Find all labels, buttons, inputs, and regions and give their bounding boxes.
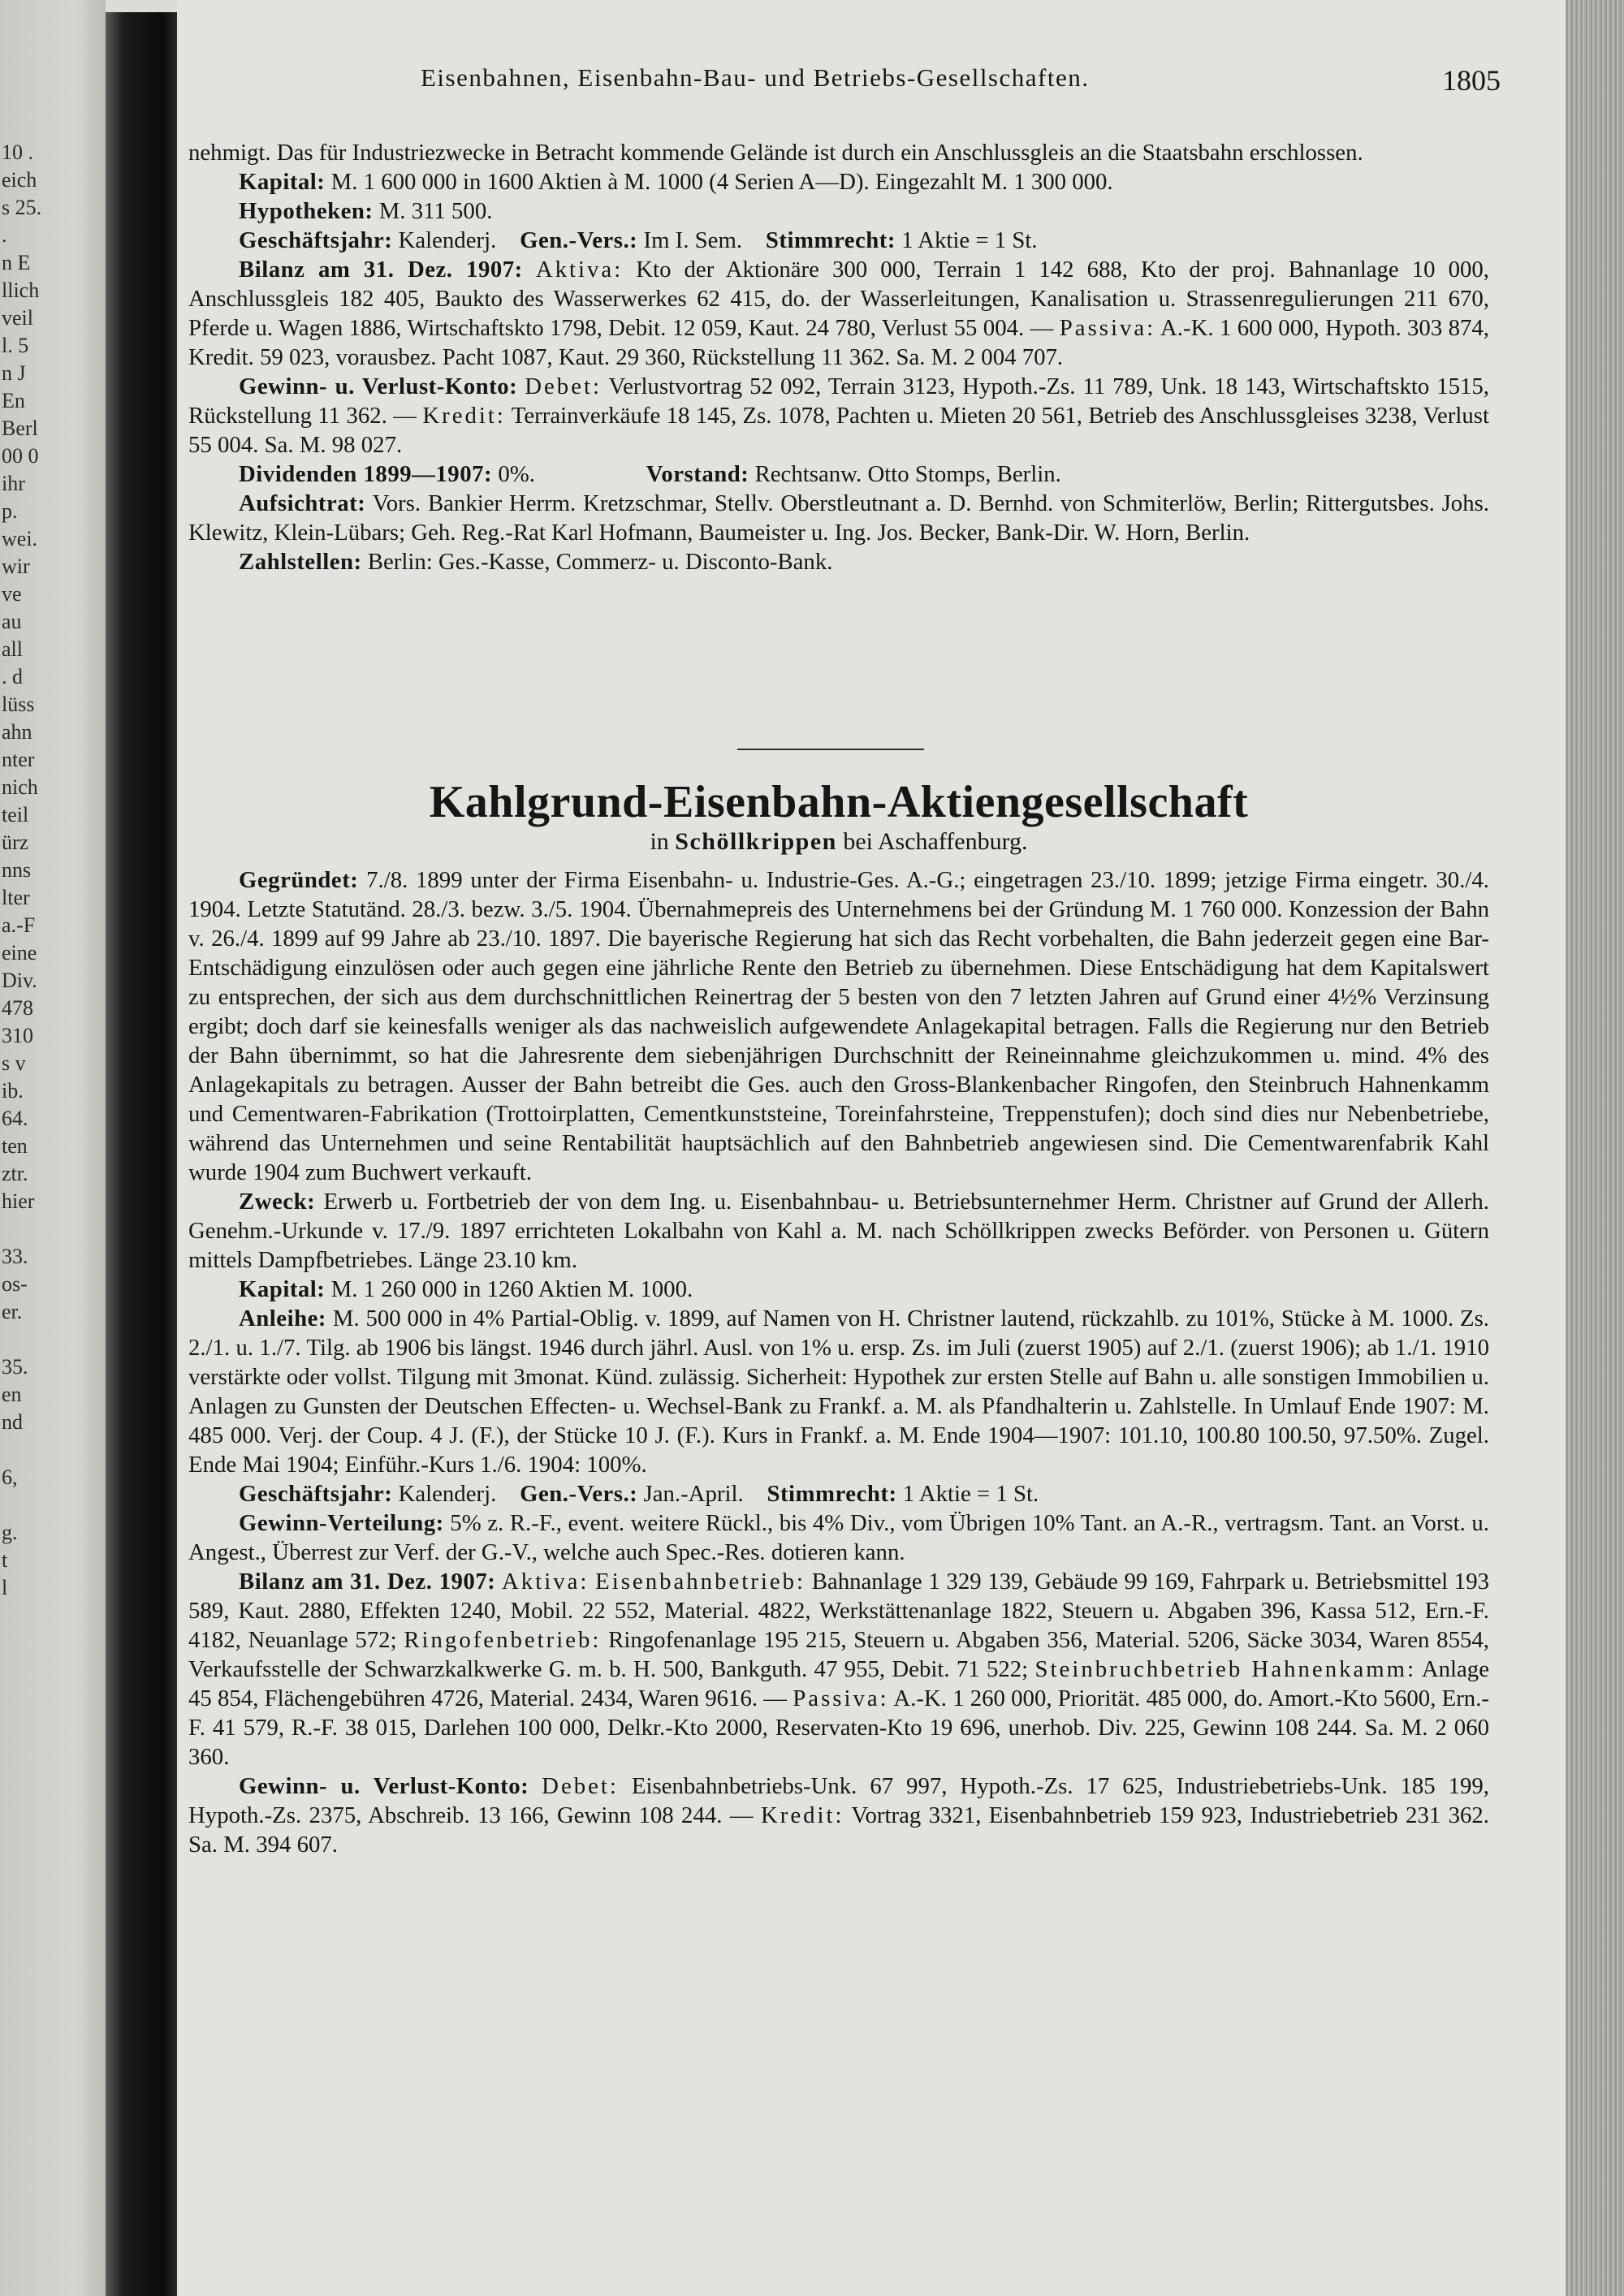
book-spine [106,12,177,2296]
bilanz-label: Bilanz am 31. Dez. 1907: [239,257,523,283]
gv-konto-kredit: Terrainverkäufe 18 145, Zs. 1078, Pachten u. Mieten 20 561, Betrieb des Anschlussgleises 3238, Verlust 55 004. Sa. M. 98 027. [188,403,1489,458]
left-page-line: a.-F [2,913,36,937]
hypotheken-text: M. 311 500. [378,198,493,224]
left-page-line: 10 . [2,140,33,164]
bilanz-entry [188,1567,1489,1772]
eisenbahnbetrieb-word: Eisenbahnbetrieb: [595,1569,806,1595]
gv-label: Gen.-Vers.: [520,1481,638,1507]
gewinnvert-label: Gewinn-Verteilung: [239,1510,444,1536]
left-page-line: lter [2,886,30,909]
left-page-line: n E [2,251,31,274]
kapital-text: M. 1 600 000 in 1600 Aktien à M. 1000 (4 Serien A—D). Eingezahlt M. 1 300 000. [330,169,1113,195]
geschaeftsjahr-entry [188,226,1489,255]
aufsichtrat-text: Vors. Bankier Herrm. Kretzschmar, Stellv. Oberstleutnant a. D. Bernhd. von Schmiterlöw, Berlin; Rittergutsbes. Johs. Klewitz, Klein-Lübars; Geh. Reg.-Rat Karl Hofmann, Baumeister u. Ing. Jos. Becker, Bank-Dir. W. Horn, Berlin. [188,490,1489,546]
anleihe-label: Anleihe: [239,1306,326,1331]
left-page-line: n J [2,361,26,385]
aktiva-word: Aktiva: [535,257,624,283]
dividenden-label: Dividenden 1899—1907: [239,461,493,487]
running-title: Eisenbahnen, Eisenbahn-Bau- und Betriebs-Gesellschaften. [421,63,1090,92]
bilanz-entry [188,255,1489,372]
left-page-line: ten [2,1134,28,1158]
left-page-line: t [2,1548,8,1572]
section-previous-company [188,138,1489,576]
gv-text: Im I. Sem. [643,227,743,253]
left-page-line: En [2,389,25,412]
left-page-line: au [2,610,22,633]
subtitle-pre: in [650,828,669,855]
left-page-line: l. 5 [2,334,29,357]
gj-text: Kalenderj. [398,1481,497,1507]
aufsichtrat-entry [188,489,1489,547]
zweck-entry [188,1187,1489,1275]
left-page-line: 33. [2,1245,28,1268]
left-page-line: ahn [2,720,32,744]
left-page-line: nter [2,748,35,771]
stimmrecht-label: Stimmrecht: [767,1481,897,1507]
left-page-line: os- [2,1272,28,1296]
aktiva-word: Aktiva: [502,1569,590,1595]
left-page-line: wei. [2,527,38,550]
gewinn-verlust-entry [188,1772,1489,1859]
zahlstellen-entry [188,547,1489,576]
bilanz-rb-text: Ringofenanlage 195 215, Steuern u. Abgaben 356, Material. 5206, Säcke 3034, Waren 8554, Verkaufsstelle der Schwarzkalkwerke G. m. b. H. 500, Bankguth. 47 955, Debit. 71 522; [188,1627,1489,1682]
left-page-fragment [0,0,106,2296]
page [177,0,1566,2296]
zweck-text: Erwerb u. Fortbetrieb der von dem Ing. u. Eisenbahnbau- u. Betriebsunternehmer Herm. Christner auf Grund der Allerh. Genehm.-Urkunde v. 17./9. 1897 errichteten Lokalbahn von Kahl a. M. nach Schöllkrippen zwecks Beförder. von Personen u. Gütern mittels Dampfbetriebes. Länge 23.10 km. [188,1189,1490,1273]
left-page-line: . [2,223,7,247]
hypotheken-entry [188,196,1489,226]
left-page-line: ürz [2,831,29,854]
vorstand-label: Vorstand: [646,461,749,487]
geschaeftsjahr-entry [188,1479,1489,1508]
vorstand-text: Rechtsanw. Otto Stomps, Berlin. [754,461,1061,487]
debet-word: Debet: [542,1773,619,1799]
passiva-word: Passiva: [1059,315,1156,341]
gegruendet-text: 7./8. 1899 unter der Firma Eisenbahn- u. Industrie-Ges. A.-G.; eingetragen 23./10. 1899; jetzige Firma eingetr. 30./4. 1904. Letzte Statutänd. 28./3. bezw. 3./5. 1904. Übernahmepreis des Unternehmens bei der Gründung M. 1 760 000. Konzession der Bahn v. 26./4. 1899 auf 99 Jahre ab 23./10. 1897. Die bayerische Regierung hat sich das Recht vorbehalten, die Bahn jederzeit gegen eine Bar-Entschädigung einzulösen oder auch gegen eine jährliche Rente den Betrieb zu übernehmen. Diese Entschädigung hat dem Kapitalswert zu entsprechen, der sich aus dem durchschnittlichen Reinertrag der 5 besten von den 7 letzten Jahren auf Grund einer 4½% Verzinsung ergibt; doch darf sie keinesfalls weniger als das nachweislich aufgewendete Anlagekapital betragen. Falls die Regierung nur den Betrieb der Bahn übernimmt, so hat die Jahresrente dem siebenjährigen Durchschnitt der Reineinnahme gleichzukommen u. mind. 4% des Anlagekapitals zu betragen. Ausser der Bahn betreibt die Ges. auch den Gross-Blankenbacher Ringofen, den Steinbruch Hahnenkamm und Cementwaren-Fabrikation (Trottoirplatten, Cementkunststeine, Toreinfahrsteine, Treppenstufen); doch sind dies nur Nebenbetriebe, während das Unternehmen und seine Rentabilität hauptsächlich auf den Bahnbetrieb angewiesen sind. Die Cementwarenfabrik Kahl wurde 1904 zum Buchwert verkauft. [188,867,1489,1185]
hypotheken-label: Hypotheken: [239,198,374,224]
left-page-line: lüss [2,693,35,716]
stimmrecht-text: 1 Aktie = 1 St. [901,227,1038,253]
zahlstellen-text: Berlin: Ges.-Kasse, Commerz- u. Disconto-Bank. [367,549,833,575]
gegruendet-label: Gegründet: [239,867,359,893]
page-edge [1566,0,1624,2296]
dividenden-entry [188,460,1489,489]
left-page-line: Berl [2,416,38,440]
left-page-line: nich [2,775,38,799]
left-page-line: nd [2,1410,23,1434]
gv-konto-label: Gewinn- u. Verlust-Konto: [239,373,518,399]
company-title: Kahlgrund-Eisenbahn-Aktiengesellschaft [429,777,1249,827]
left-page-line: 00 0 [2,444,39,468]
left-page-line: wir [2,555,30,578]
kapital-label: Kapital: [239,1276,326,1302]
left-page-line: 35. [2,1355,28,1379]
stimmrecht-label: Stimmrecht: [765,227,896,253]
left-page-line: er. [2,1300,23,1323]
page-header [177,63,1501,106]
left-page-line: p. [2,499,18,523]
intro-paragraph: nehmigt. Das für Industriezwecke in Betracht kommende Gelände ist durch ein Anschlussgleis an die Staatsbahn erschlossen. [188,140,1363,166]
anleihe-entry [188,1304,1489,1479]
left-page-line: l [2,1576,8,1599]
left-page-line: ve [2,582,22,606]
subtitle-post: bei Aschaffenburg. [843,828,1028,855]
zahlstellen-label: Zahlstellen: [239,549,362,575]
gewinn-verteilung-entry [188,1508,1489,1567]
gv-text: Jan.-April. [643,1481,744,1507]
left-page-line: veil [2,306,33,330]
left-page-line: g. [2,1521,18,1544]
steinbruchbetrieb-word: Steinbruchbetrieb Hahnenkamm: [1034,1656,1417,1682]
left-page-line: 310 [2,1024,33,1047]
left-page-line: eich [2,168,37,192]
gv-label: Gen.-Vers.: [520,227,638,253]
left-page-line: teil [2,803,29,826]
debet-word: Debet: [525,373,602,399]
left-page-line: ztr. [2,1162,28,1185]
left-page-line: 478 [2,996,33,1020]
gj-text: Kalenderj. [398,227,497,253]
kapital-entry [188,1275,1489,1304]
kapital-label: Kapital: [239,169,326,195]
left-page-line: 6, [2,1465,18,1489]
gj-label: Geschäftsjahr: [239,227,393,253]
section-kahlgrund [188,865,1489,1859]
left-page-line: nns [2,858,32,882]
left-page-line: en [2,1383,22,1406]
page-number: 1805 [1442,64,1501,97]
bilanz-eb-text: Bahnanlage 1 329 139, Gebäude 99 169, Fahrpark u. Betriebsmittel 193 589, Kaut. 2880, Effekten 1240, Mobil. 22 552, Material. 4822, Werkstättenanlage 1822, Steuern u. Abgaben 396, Kassa 512, Ern.-F. 4182, Neuanlage 572; [188,1569,1490,1653]
ringofenbetrieb-word: Ringofenbetrieb: [404,1627,602,1653]
section-divider [737,749,924,750]
gv-konto-label: Gewinn- u. Verlust-Konto: [239,1773,529,1799]
dividenden-text: 0%. [498,461,535,487]
gj-label: Geschäftsjahr: [239,1481,393,1507]
kredit-word: Kredit: [760,1802,844,1828]
company-location [177,828,1501,856]
aufsichtrat-label: Aufsichtrat: [239,490,366,516]
gv-konto-kredit: Vortrag 3321, Eisenbahnbetrieb 159 923, Industriebetrieb 231 362. Sa. M. 394 607. [188,1802,1490,1858]
anleihe-text: M. 500 000 in 4% Partial-Oblig. v. 1899, auf Namen von H. Christner lautend, rückzahlb. zu 101%, Stücke à M. 1000. Zs. 2./1. u. 1./7. Tilg. ab 1906 bis längst. 1946 durch jährl. Ausl. von 1% u. ersp. Zs. im Juli (zuerst 1905) auf 2./1. (zuerst 1906); ab 1./1. 1910 verstärkte oder vollst. Tilgung mit 3monat. Künd. zulässig. Sicherheit: Hypothek zur ersten Stelle auf Bahn u. alle sonstigen Immobilien u. Anlagen zu Gunsten der Deutschen Effecten- u. Wechsel-Bank zu Frankf. a. M. als Pfandhalterin u. Zahlstelle. In Umlauf Ende 1907: M. 485 000. Verj. der Coup. 4 J. (F.), der Stücke 10 J. (F.). Kurs in Frankf. a. M. Ende 1904—1907: 101.10, 100.80 100.50, 97.50%. Zugel. Ende Mai 1904; Einführ.-Kurs 1./6. 1904: 100%. [188,1306,1490,1478]
gv-konto-debet: Verlustvortrag 52 092, Terrain 3123, Hypoth.-Zs. 11 789, Unk. 18 143, Wirtschaftskto 1515, Rückstellung 11 362. — [188,373,1490,429]
bilanz-passiva-text: A.-K. 1 260 000, Priorität. 485 000, do. Amort.-Kto 5600, Ern.-F. 41 579, R.-F. 38 015, Darlehen 100 000, Delkr.-Kto 2000, Reservaten-Kto 19 696, unerhob. Div. 225, Gewinn 108 244. Sa. M. 2 060 360. [188,1685,1489,1770]
left-page-line: ib. [2,1079,24,1103]
left-page-line: 64. [2,1107,28,1130]
passiva-word: Passiva: [793,1685,889,1711]
left-page-line: all [2,637,23,661]
gewinnvert-text: 5% z. R.-F., event. weitere Rückl., bis 4% Div., vom Übrigen 10% Tant. an A.-R., vertragsm. Tant. an Vorst. u. Angest., Überrest zur Verf. der G.-V., welche auch Spec.-Res. dotieren kann. [188,1510,1489,1565]
bilanz-passiva-text: A.-K. 1 600 000, Hypoth. 303 874, Kredit. 59 023, vorausbez. Pacht 1087, Kaut. 29 360, Rückstellung 11 362. Sa. M. 2 004 707. [188,315,1490,370]
left-page-line: llich [2,278,40,302]
stimmrecht-text: 1 Aktie = 1 St. [902,1481,1039,1507]
kredit-word: Kredit: [422,403,506,429]
subtitle-place: Schöllkrippen [675,828,837,855]
left-page-line: hier [2,1189,35,1213]
bilanz-aktiva-text: Kto der Aktionäre 300 000, Terrain 1 142 688, Kto der proj. Bahnanlage 10 000, Anschlussgleis 182 405, Baukto des Wasserwerkes 62 415, do. der Wasserleitungen, Kanalisation u. Strassenregulierungen 211 670, Pferde u. Wagen 1886, Wirtschaftskto 1798, Debit. 12 059, Kaut. 24 780, Verlust 55 004. — [188,257,1490,341]
gv-konto-debet: Eisenbahnbetriebs-Unk. 67 997, Hypoth.-Zs. 17 625, Industriebetriebs-Unk. 185 199, Hypoth.-Zs. 2375, Abschreib. 13 166, Gewinn 108 244. — [188,1773,1490,1828]
kapital-entry [188,167,1489,196]
left-page-line: s v [2,1051,26,1075]
gewinn-verlust-entry [188,372,1489,460]
left-page-line: . d [2,665,23,688]
left-page-line: eine [2,941,37,965]
kapital-text: M. 1 260 000 in 1260 Aktien M. 1000. [330,1276,693,1302]
left-page-line: Div. [2,969,37,992]
left-page-line: s 25. [2,196,42,219]
zweck-label: Zweck: [239,1189,316,1215]
bilanz-sb-text: Anlage 45 854, Flächengebühren 4726, Material. 2434, Waren 9616. — [188,1656,1489,1711]
bilanz-label: Bilanz am 31. Dez. 1907: [239,1569,496,1595]
gegruendet-entry [188,865,1489,1187]
left-page-line: ihr [2,472,25,495]
